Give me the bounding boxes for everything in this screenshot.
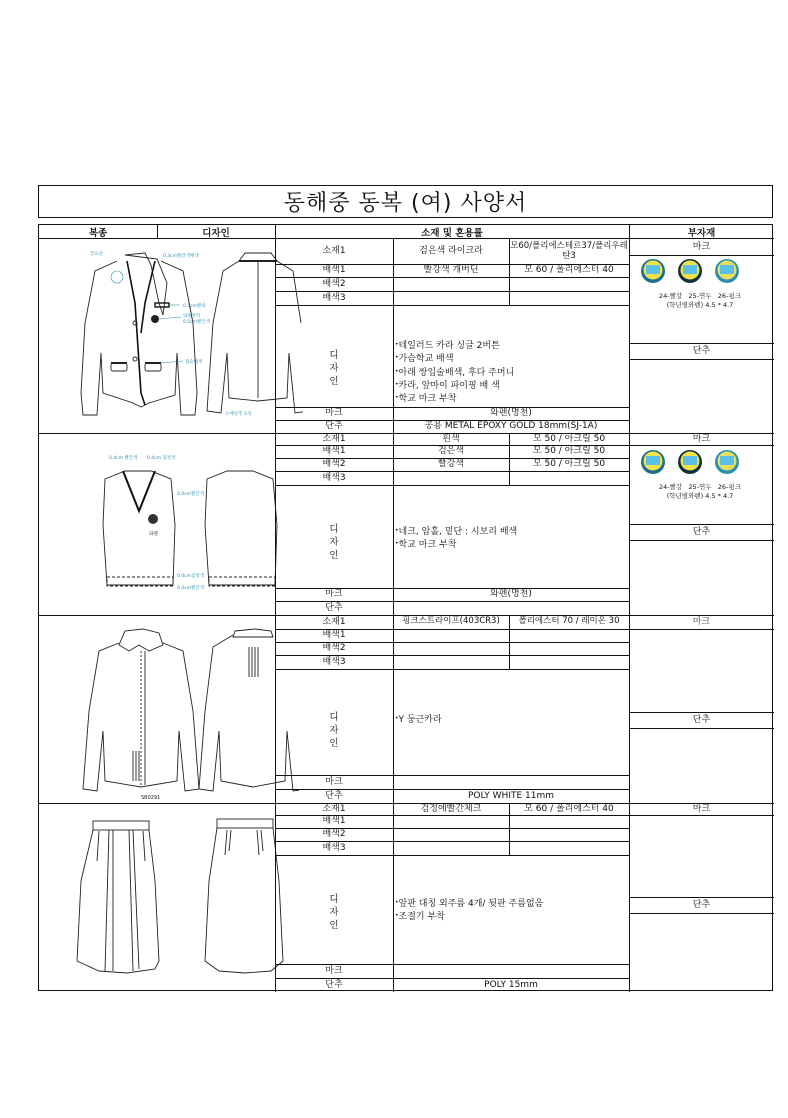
design-notes: • 앞판 대칭 외주름 4개/ 뒷판 주름없음 • 조절기 부착 [395,897,543,924]
fabric1-composition: 폴리에스터 70 / 레이온 30 [518,616,620,627]
trim2-name: 빨강색 [437,459,465,470]
label-fabric1: 소재1 [322,433,346,444]
label-trim3: 배색3 [322,292,346,303]
label-trim1: 배색1 [322,446,346,457]
blouse-drawing [59,621,299,801]
label-button: 단추 [325,790,343,801]
trim1-composition: 모 60 / 폴리에스터 40 [524,265,614,276]
divider [157,225,158,239]
label-mark: 마크 [325,776,343,787]
emblem-captions: 24-빨강 25-연두 26-핑크 (학년별와펜) 4.5 * 4.7 [659,483,741,500]
acc-button-label: 단추 [692,714,711,725]
acc-mark-label: 마크 [692,803,711,814]
label-design: 디 자 인 [329,350,339,387]
label-fabric1: 소재1 [322,246,346,257]
label-button: 단추 [325,979,343,990]
section-jacket [39,239,774,433]
label-button: 단추 [325,602,343,613]
header-material: 소재 및 혼용률 [275,225,629,239]
design-notes: • Y 둥근카라 [395,713,442,726]
jacket-drawing [45,243,303,429]
label-trim3: 배색3 [322,472,346,483]
svg-text:SB0291: SB0291 [141,795,161,801]
fabric1-name: 검은색 라이크라 [419,246,483,257]
header-accessories: 부자재 [629,225,774,239]
svg-text:0.4cm검정색: 0.4cm검정색 [177,574,205,579]
label-trim1: 배색1 [322,816,346,827]
label-design: 디 자 인 [329,712,339,749]
section-blouse [39,615,774,803]
document-title: 동해중 동복 (여) 사양서 [283,191,528,216]
svg-text:0.4cm 검정색: 0.4cm 검정색 [147,456,176,461]
button-value: 공용 METAL EPOXY GOLD 18mm(SJ-1A) [424,421,598,432]
label-trim1: 배색1 [322,630,346,641]
label-trim2: 배색2 [322,829,346,840]
svg-text:0.4cm 빨간색: 0.4cm 빨간색 [109,456,138,461]
fabric1-composition: 모 60 / 폴리에스터 40 [524,803,614,814]
section-skirt [39,803,774,992]
header-garment: 복종 [39,225,157,239]
label-trim2: 배색2 [322,643,346,654]
svg-text:0.3cm빨간색배색: 0.3cm빨간색배색 [163,254,199,259]
divider [275,225,276,239]
emblem-icons [635,448,765,480]
svg-text:0.4cm빨간색: 0.4cm빨간색 [177,492,205,497]
design-notes: • 테일러드 카라 싱글 2버튼 • 가슴학교 배색 • 아래 쌍입술배색, 후다 주머니 • 카라, 앞마이 파이핑 배 색 • 학교 마크 부착 [395,339,514,405]
label-mark: 마크 [325,589,343,600]
label-trim1: 배색1 [322,265,346,276]
fabric1-composition: 모 50 / 아크릴 50 [532,433,606,444]
emblem-dot [151,315,159,323]
header-design: 디자인 [157,225,275,239]
mark-value: 와펜(명천) [490,589,532,600]
trim1-composition: 모 50 / 아크릴 50 [532,446,606,457]
label-trim3: 배색3 [322,842,346,853]
document-title-box [38,185,773,218]
svg-text:끝교찬: 끝교찬 [90,252,104,257]
svg-text:와펜: 와펜 [149,532,158,537]
label-trim3: 배색3 [322,656,346,667]
vest-drawing [59,445,289,605]
label-trim2: 배색2 [322,459,346,470]
fabric1-name: 흰색 [442,433,460,444]
section-vest [39,433,774,615]
button-value: POLY WHITE 11mm [467,790,555,801]
acc-mark-label: 마크 [692,433,711,444]
mark-value: 와펜(명천) [490,408,532,419]
button-value: POLY 15mm [484,979,538,990]
label-fabric1: 소재1 [322,616,346,627]
acc-button-label: 단추 [692,526,711,537]
fabric1-composition: 모60/폴리에스테르37/폴리우레탄3 [510,240,628,261]
emblem-captions: 24-빨강 25-연두 26-핑크 (학년별와펜) 4.5 * 4.7 [659,292,741,309]
label-mark: 마크 [325,408,343,419]
design-notes: • 네크, 암홀, 밑단 : 시보리 배색 • 학교 마크 부착 [395,525,517,552]
trim1-name: 검은색 [437,446,465,457]
label-button: 단추 [325,421,343,432]
fabric1-name: 검정에빨간체크 [420,803,482,814]
svg-text:소매단추 3개: 소매단추 3개 [225,412,252,417]
trim1-name: 빨강색 개버딘 [423,265,479,276]
spec-table [38,224,773,991]
svg-text:0.5cm빨간색: 0.5cm빨간색 [183,320,211,325]
svg-text:접술배색: 접술배색 [185,360,203,365]
label-design: 디 자 인 [329,524,339,561]
label-fabric1: 소재1 [322,803,346,814]
svg-text:0.5cm빨띠: 0.5cm빨띠 [183,304,206,309]
acc-button-label: 단추 [692,899,711,910]
emblem-icons [635,257,765,289]
acc-button-label: 단추 [692,345,711,356]
skirt-drawing [69,811,289,986]
label-mark: 마크 [325,965,343,976]
svg-text:와펜부착: 와펜부착 [183,314,201,319]
label-design: 디 자 인 [329,894,339,931]
fabric1-name: 핑크스트라이프(403CR3) [402,616,500,627]
trim2-composition: 모 50 / 아크릴 50 [532,459,606,470]
acc-mark-label: 마크 [692,616,711,627]
svg-text:0.4cm빨간색: 0.4cm빨간색 [177,586,205,591]
label-trim2: 배색2 [322,278,346,289]
acc-mark-label: 마크 [692,241,711,252]
